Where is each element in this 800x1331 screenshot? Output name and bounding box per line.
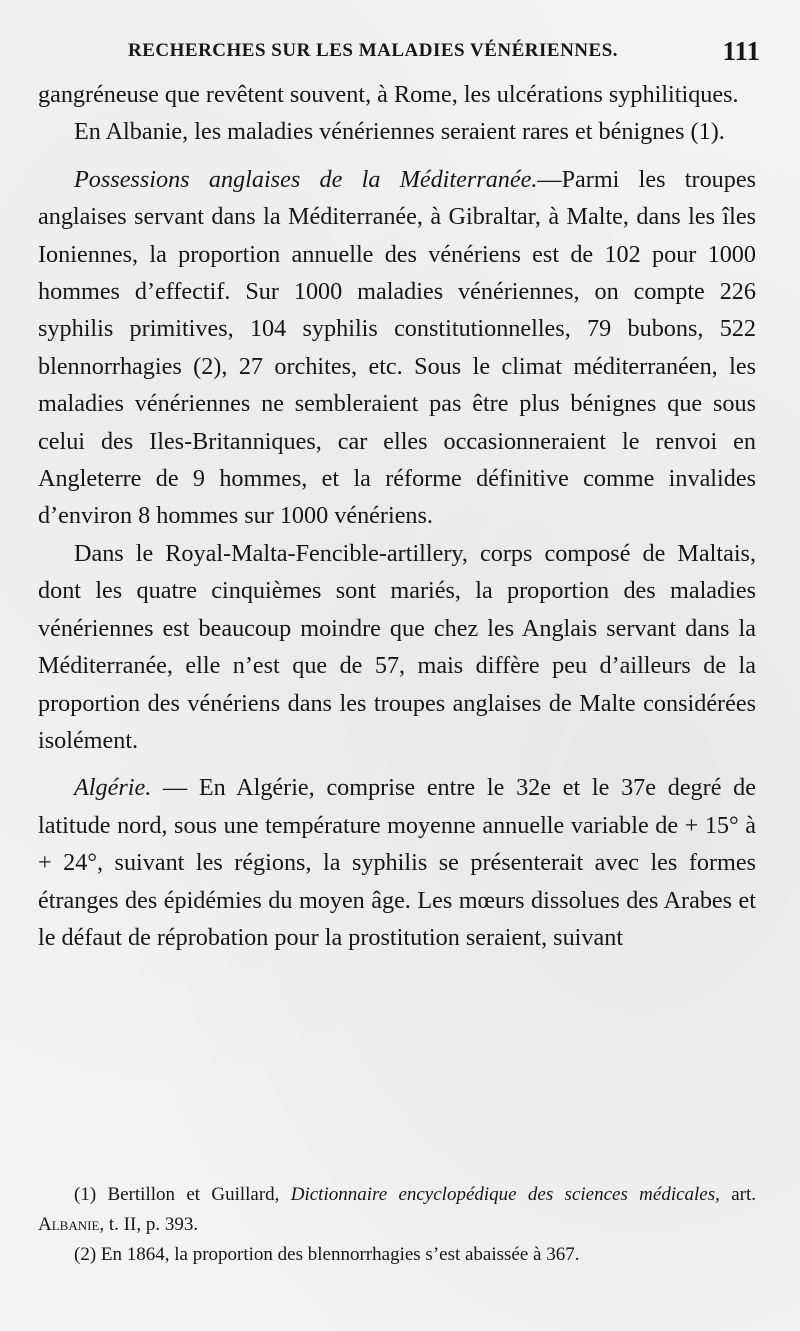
footnote-1 (38, 1180, 756, 1240)
page-header (128, 38, 760, 68)
paragraph-text: gangréneuse que revêtent souvent, à Rome, les ulcérations syphilitiques. (38, 81, 739, 108)
paragraph-text: En Albanie, les maladies vénériennes seraient rares et bénignes (1). (74, 118, 725, 146)
section-heading: Algérie. (74, 774, 152, 802)
paragraph-mediterranee (38, 161, 756, 535)
page-number: 111 (722, 36, 760, 66)
footnote-smallcaps: Albanie (38, 1214, 100, 1235)
running-title: RECHERCHES SUR LES MALADIES VÉNÉRIENNES. (128, 40, 619, 61)
section-heading: Possessions anglaises de la Méditerranée. (74, 165, 538, 193)
paragraph-rome (38, 76, 756, 113)
footnote-marker: (2) (74, 1244, 97, 1265)
paragraph-text: —Parmi les troupes anglaises servant dans la Méditerranée, à Gibraltar, à Malte, dans les îles Ioniennes, la proportion annuelle des vénériens est de 102 pour 1000 hommes d’effectif. Sur 1000 maladies vénériennes, on compte 226 syphilis primitives, 104 syphilis constitutionnelles, 79 bubons, 522 blennorrhagies (2), 27 orchites, etc. Sous le climat méditerranéen, les maladies vénériennes ne sembleraient pas être plus bénignes que sous celui des Iles-Britanniques, car elles occasionneraient le renvoi en Angleterre de 9 hommes, et la réforme définitive comme invalides d’environ 8 hommes sur 1000 vénériens. (38, 165, 756, 530)
body-text (38, 76, 756, 956)
footnote-text: En 1864, la proportion des blennorrhagies s’est abaissée à 367. (96, 1244, 580, 1265)
paragraph-text: — En Algérie, comprise entre le 32e et le 37e degré de latitude nord, sous une température moyenne annuelle variable de + 15° à + 24°, suivant les régions, la syphilis se présenterait avec les formes étranges des épidémies du moyen âge. Les mœurs dissolues des Arabes et le défaut de réprobation pour la prostitution seraient, suivant (38, 774, 756, 951)
footnote-marker: (1) (74, 1184, 97, 1205)
footnote-text: , t. II, p. 393. (99, 1214, 199, 1235)
footnote-italic-title: Dictionnaire encyclopédique des sciences médicales (290, 1184, 716, 1205)
footnote-2 (38, 1240, 756, 1270)
paragraph-malta-artillery (38, 535, 756, 759)
paragraph-albanie (38, 113, 756, 150)
paragraph-text: Dans le Royal-Malta-Fencible-artillery, corps composé de Maltais, dont les quatre cinquièmes sont mariés, la proportion des maladies vénériennes est beaucoup moindre que chez les Anglais servant dans la Méditerranée, elle n’est que de 57, mais diffère peu d’ailleurs de la proportion des vénériens dans les troupes anglaises de Malte considérées isolément. (38, 539, 756, 754)
footnote-text: Bertillon et Guillard, (96, 1184, 291, 1205)
footnote-text: , art. (715, 1184, 756, 1205)
footnotes (38, 1180, 756, 1270)
paragraph-algerie (38, 769, 756, 956)
